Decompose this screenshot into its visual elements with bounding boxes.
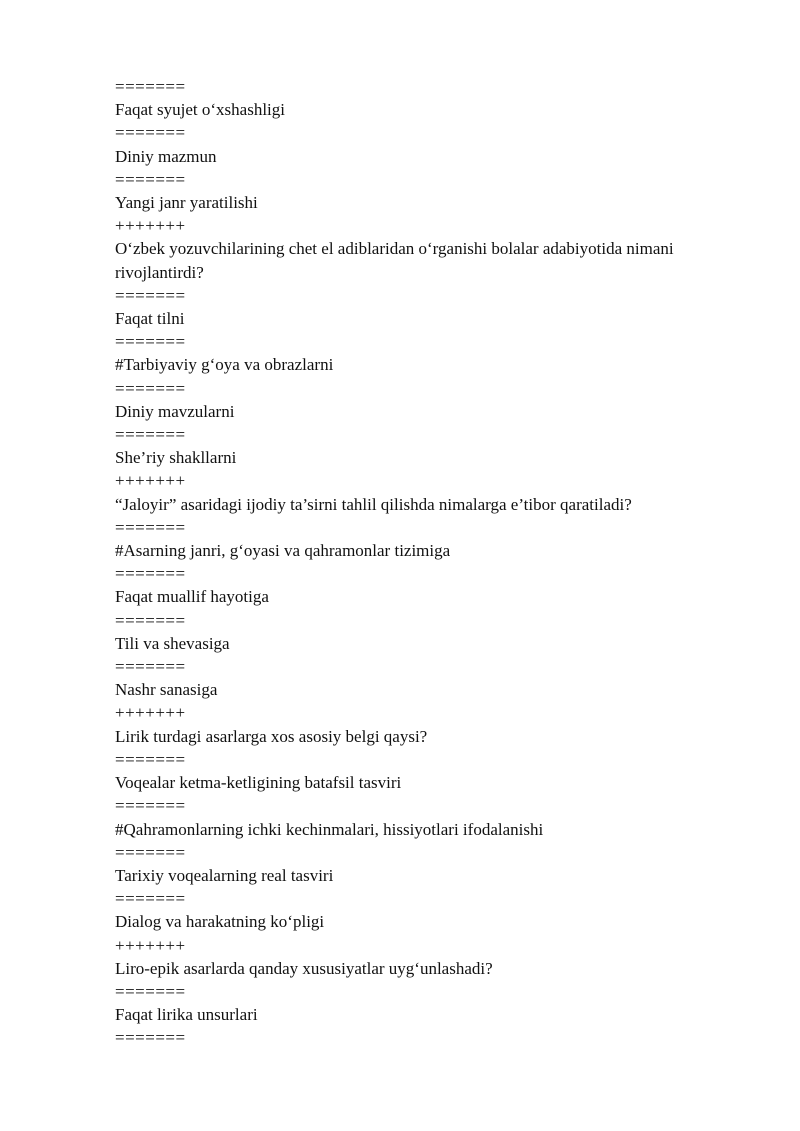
separator-line: ======= [115,657,186,677]
separator-line: ======= [115,77,186,96]
question-separator-line: +++++++ [115,935,186,955]
separator-line: ======= [115,796,186,816]
answer-option: Nashr sanasiga [115,680,218,700]
separator-line: ======= [115,1028,186,1048]
answer-option: Dialog va harakatning ko‘pligi [115,912,325,932]
question-text: O‘zbek yozuvchilarining chet el adiblaridan o‘rganishi bolalar adabiyotida nimani rivojlantirdi? [115,239,678,282]
question-separator-line: +++++++ [115,216,186,236]
question-separator-line: +++++++ [115,703,186,723]
separator-line: ======= [115,378,186,398]
separator-line: ======= [115,610,186,630]
answer-option-correct: #Qahramonlarning ichki kechinmalari, hissiyotlari ifodalanishi [115,819,544,839]
answer-option: Tarixiy voqealarning real tasviri [115,865,334,885]
answer-option: Faqat syujet o‘xshashligi [115,100,285,120]
question-text: “Jaloyir” asaridagi ijodiy ta’sirni tahlil qilishda nimalarga e’tibor qaratiladi? [115,494,632,514]
answer-option: Faqat muallif hayotiga [115,587,269,607]
question-text: Liro-epik asarlarda qanday xususiyatlar uyg‘unlashadi? [115,958,493,978]
separator-line: ======= [115,889,186,909]
separator-line: ======= [115,169,186,189]
separator-line: ======= [115,749,186,769]
separator-line: ======= [115,981,186,1001]
answer-option: She’riy shakllarni [115,448,237,468]
answer-option: Diniy mavzularni [115,401,235,421]
question-separator-line: +++++++ [115,471,186,491]
separator-line: ======= [115,517,186,537]
question-text: Lirik turdagi asarlarga xos asosiy belgi qaysi? [115,726,428,746]
separator-line: ======= [115,332,186,352]
separator-line: ======= [115,123,186,143]
answer-option: Diniy mazmun [115,146,217,166]
separator-line: ======= [115,564,186,584]
answer-option: Yangi janr yaratilishi [115,193,258,213]
answer-option: Tili va shevasiga [115,633,230,653]
separator-line: ======= [115,425,186,445]
answer-option-correct: #Asarning janri, g‘oyasi va qahramonlar tizimiga [115,541,451,561]
separator-line: ======= [115,842,186,862]
separator-line: ======= [115,285,186,305]
answer-option-correct: #Tarbiyaviy g‘oya va obrazlarni [115,355,334,375]
quiz-text-body [115,75,755,1050]
answer-option: Voqealar ketma-ketligining batafsil tasviri [115,773,402,793]
answer-option: Faqat tilni [115,309,185,329]
answer-option: Faqat lirika unsurlari [115,1005,258,1025]
